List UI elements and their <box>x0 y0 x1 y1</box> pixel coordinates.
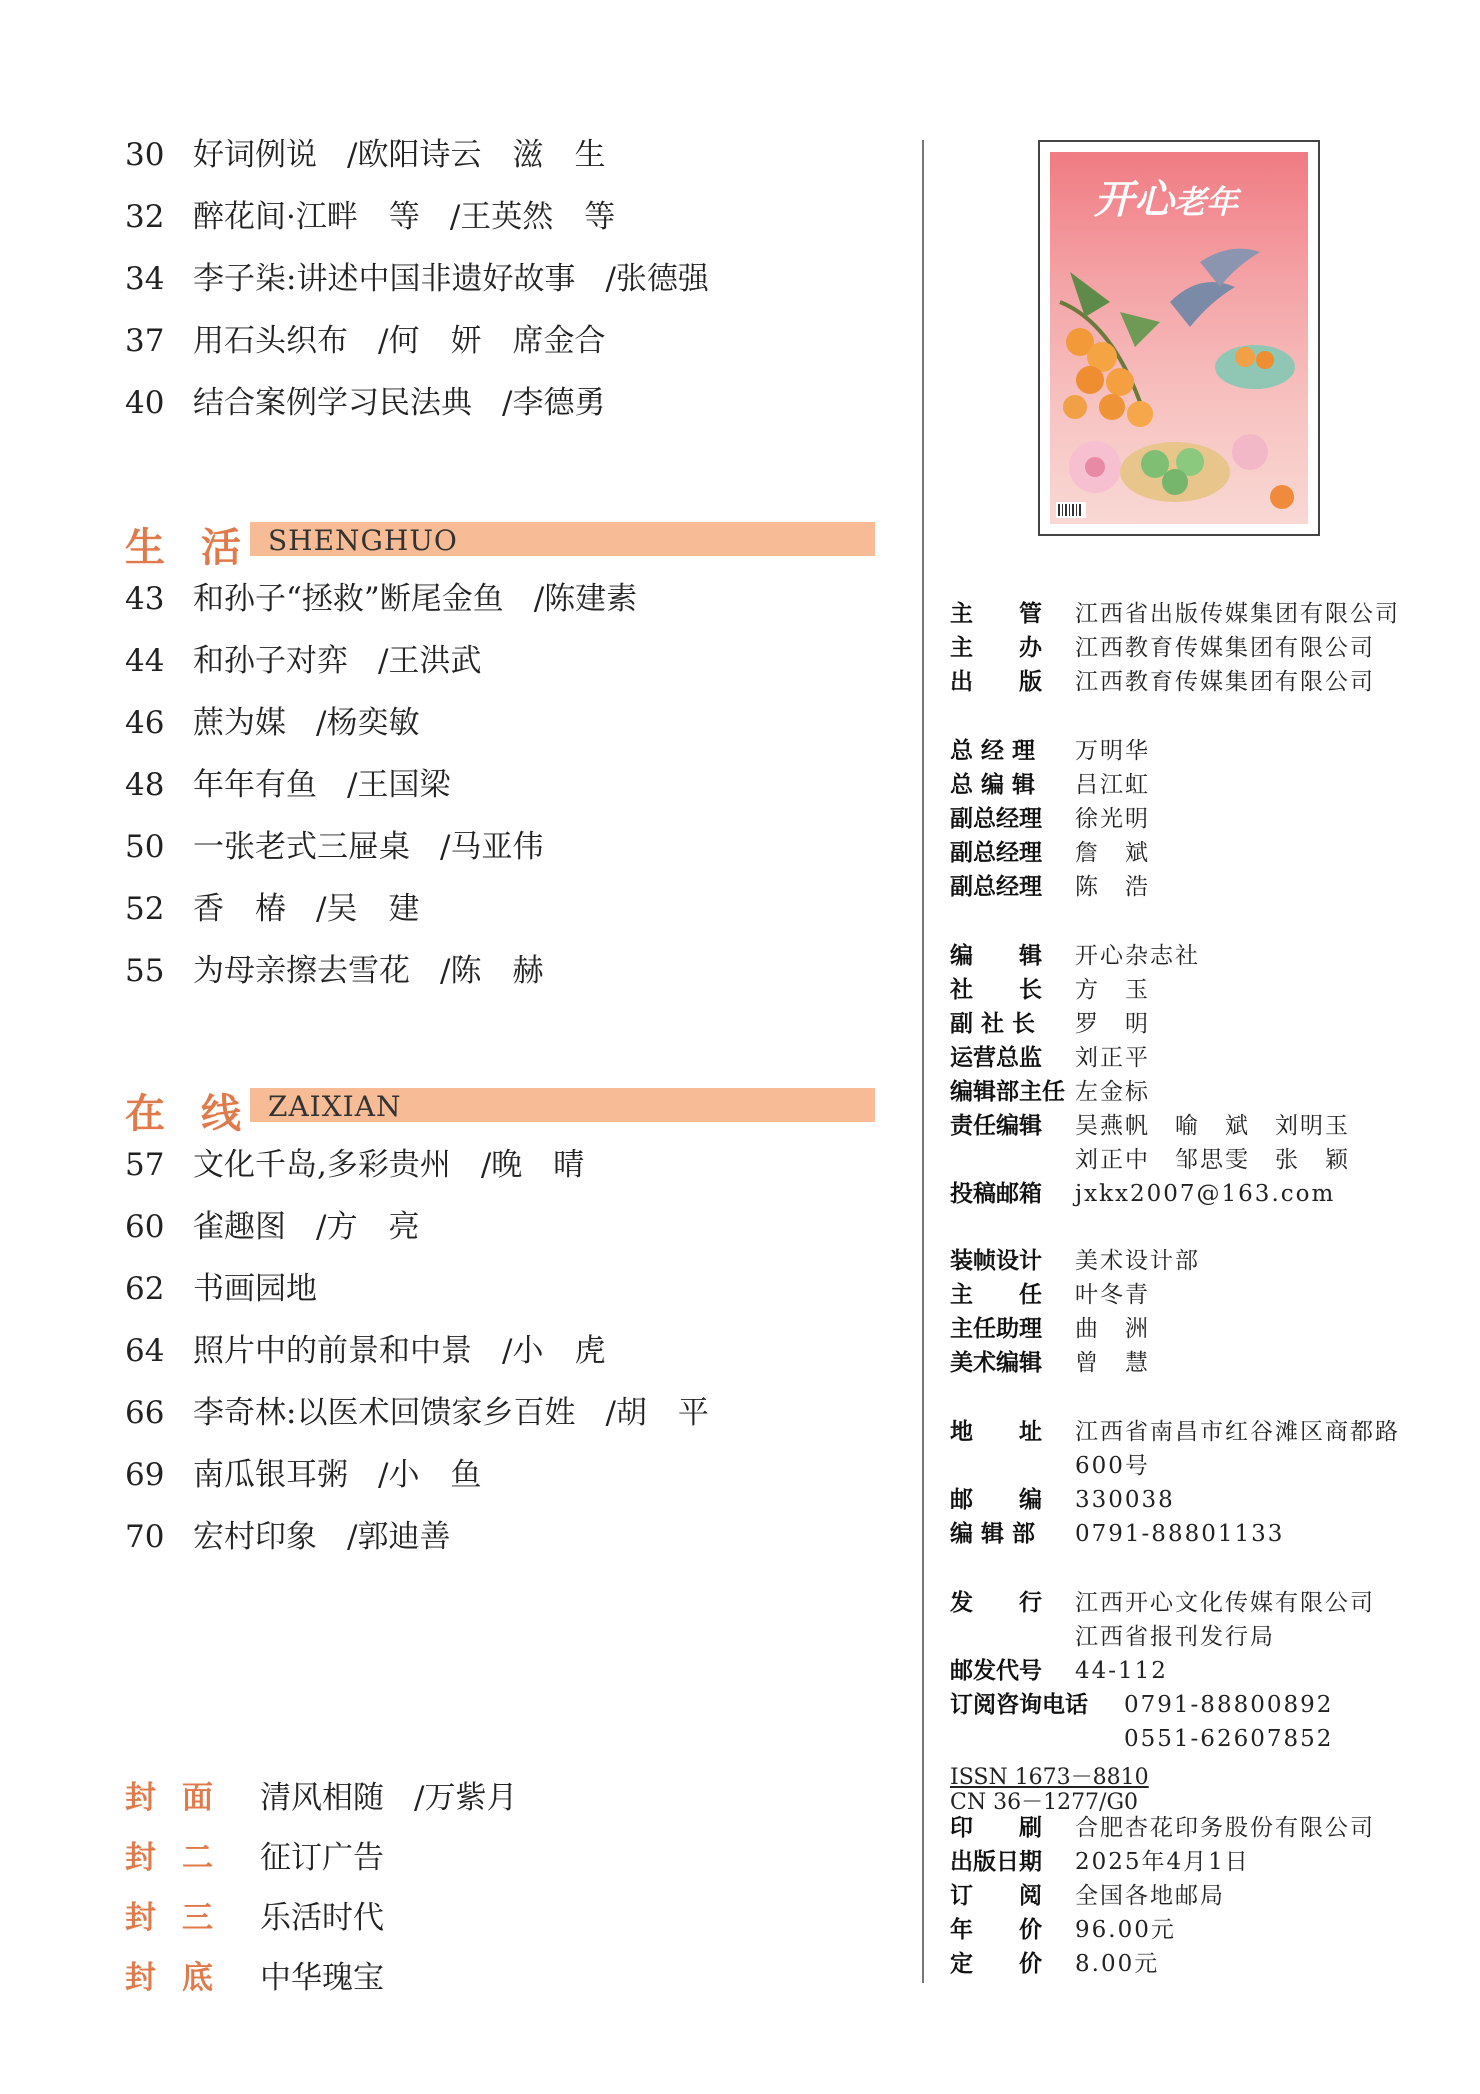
cover-title: 征订广告 <box>260 1840 384 1876</box>
page-number: 43 <box>125 581 165 617</box>
article-author: /何 妍 席金合 <box>378 323 606 359</box>
info-key: 美术编辑 <box>950 1350 1042 1376</box>
section-title-cn: 生活 <box>125 524 277 571</box>
article-title: 好词例说 <box>193 137 317 173</box>
info-row <box>950 740 1150 763</box>
page-number: 34 <box>125 261 165 297</box>
article-title: 李奇林:以医术回馈家乡百姓 <box>193 1395 576 1431</box>
cover-item[interactable] <box>125 1772 517 1817</box>
info-value: 刘正平 <box>1075 1045 1150 1071</box>
info-value: 詹 斌 <box>1075 840 1150 866</box>
article-title: 结合案例学习民法典 <box>193 385 472 421</box>
toc-item[interactable] <box>125 829 544 865</box>
article-author: /方 亮 <box>316 1209 420 1245</box>
article-title: 香 椿 <box>193 891 286 927</box>
cover-author: /万紫月 <box>414 1780 518 1816</box>
info-value: 曾 慧 <box>1075 1350 1150 1376</box>
article-author: /张德强 <box>605 261 709 297</box>
info-key: 副总经理 <box>950 840 1042 866</box>
info-key: 总 经 理 <box>950 738 1036 764</box>
page-number: 44 <box>125 643 165 679</box>
page-number: 69 <box>125 1457 165 1493</box>
article-title: 和孙子“拯救”断尾金鱼 <box>193 581 504 617</box>
article-title: 用石头织布 <box>193 323 348 359</box>
section-title-en: ZAIXIAN <box>268 1090 402 1123</box>
info-row <box>950 945 1200 968</box>
info-value: 吕江虹 <box>1075 772 1150 798</box>
cover-title: 清风相随 <box>260 1780 384 1816</box>
article-title: 南瓜银耳粥 <box>193 1457 348 1493</box>
page-number: 57 <box>125 1147 165 1183</box>
info-key: 订阅咨询电话 <box>950 1692 1088 1718</box>
info-row <box>950 1352 1150 1375</box>
info-row <box>950 1047 1150 1070</box>
info-row <box>950 774 1150 797</box>
page-number: 32 <box>125 199 165 235</box>
info-row <box>950 1081 1150 1104</box>
article-author: /王国梁 <box>347 767 451 803</box>
article-author: /王洪武 <box>378 643 482 679</box>
info-value: 万明华 <box>1075 738 1150 764</box>
toc-item[interactable] <box>125 261 709 297</box>
info-value: 方 玉 <box>1075 977 1150 1003</box>
info-row <box>950 1817 1375 1840</box>
info-key: 装帧设计 <box>950 1248 1042 1274</box>
info-row <box>950 979 1150 1002</box>
info-row <box>950 1421 1400 1444</box>
info-value: 96.00元 <box>1075 1917 1176 1943</box>
info-key: 投稿邮箱 <box>950 1181 1042 1207</box>
magazine-name: 开心 <box>1094 177 1174 223</box>
info-row <box>950 671 1375 694</box>
cover-item[interactable] <box>125 1892 384 1937</box>
page-number: 60 <box>125 1209 165 1245</box>
info-row <box>950 842 1150 865</box>
info-row <box>950 1489 1175 1512</box>
info-value: 合肥杏花印务股份有限公司 <box>1075 1815 1375 1841</box>
info-row <box>950 1851 1250 1874</box>
article-title: 为母亲擦去雪花 <box>193 953 410 989</box>
info-value: 江西省南昌市红谷滩区商都路 <box>1075 1419 1400 1445</box>
toc-item[interactable] <box>125 767 451 803</box>
info-value: 0791-88801133 <box>1075 1521 1285 1547</box>
info-key: 出版日期 <box>950 1849 1042 1875</box>
magazine-sub: 老年 <box>1174 183 1239 221</box>
cover-artwork <box>1050 152 1308 524</box>
info-value: 刘正中 邹思雯 张 颖 <box>1075 1147 1350 1173</box>
article-author: /小 虎 <box>502 1333 606 1369</box>
info-value: 全国各地邮局 <box>1075 1883 1225 1909</box>
info-key: 发 行 <box>950 1590 1042 1616</box>
info-value: 44-112 <box>1075 1658 1168 1684</box>
article-author: /陈建素 <box>533 581 638 617</box>
section-title-en: SHENGHUO <box>268 524 458 557</box>
toc-item[interactable] <box>125 953 544 989</box>
email-value[interactable]: jxkx2007@163.com <box>1075 1181 1336 1207</box>
section-title-cn: 在线 <box>125 1090 277 1137</box>
article-title: 宏村印象 <box>193 1519 317 1555</box>
info-key: 邮发代号 <box>950 1658 1042 1684</box>
info-value: 吴燕帆 喻 斌 刘明玉 <box>1075 1113 1350 1139</box>
info-row <box>950 1115 1350 1138</box>
info-key: 出 版 <box>950 669 1042 695</box>
info-key: 编 辑 部 <box>950 1521 1036 1547</box>
info-key: 主任助理 <box>950 1316 1042 1342</box>
page-number: 66 <box>125 1395 165 1431</box>
info-key: 定 价 <box>950 1951 1042 1977</box>
page-number: 62 <box>125 1271 165 1307</box>
info-key: 运营总监 <box>950 1045 1042 1071</box>
info-value: 0551-62607852 <box>1124 1726 1334 1752</box>
info-value: 陈 浩 <box>1075 874 1150 900</box>
info-key: 地 址 <box>950 1419 1042 1445</box>
info-key: 副总经理 <box>950 874 1042 900</box>
info-row <box>950 1318 1150 1341</box>
info-value: 330038 <box>1075 1487 1175 1513</box>
article-author: /陈 赫 <box>440 953 544 989</box>
info-key: 责任编辑 <box>950 1113 1042 1139</box>
cover-item[interactable] <box>125 1832 384 1877</box>
info-row <box>950 1284 1150 1307</box>
info-row <box>950 603 1400 626</box>
cover-title: 乐活时代 <box>260 1900 384 1936</box>
page-number: 52 <box>125 891 165 927</box>
info-row <box>950 1250 1200 1273</box>
article-title: 醉花间·江畔 等 <box>193 199 420 235</box>
info-value: 江西开心文化传媒有限公司 <box>1075 1590 1375 1616</box>
info-key: 总 编 辑 <box>950 772 1036 798</box>
article-title: 李子柒:讲述中国非遗好故事 <box>193 261 576 297</box>
article-author: /李德勇 <box>502 385 606 421</box>
info-value: 江西教育传媒集团有限公司 <box>1075 635 1375 661</box>
article-title: 照片中的前景和中景 <box>193 1333 472 1369</box>
info-key: 社 长 <box>950 977 1042 1003</box>
info-key: 编辑部主任 <box>950 1079 1065 1105</box>
article-author: /杨奕敏 <box>316 705 420 741</box>
info-row <box>950 1592 1375 1615</box>
info-value: 2025年4月1日 <box>1075 1849 1250 1875</box>
cover-label: 封底 <box>125 1960 239 1996</box>
info-row <box>950 1183 1335 1206</box>
article-author: /晚 晴 <box>480 1147 585 1183</box>
page-number: 40 <box>125 385 165 421</box>
toc-item[interactable] <box>125 1395 709 1431</box>
article-title: 雀趣图 <box>193 1209 286 1245</box>
issn-number: ISSN 1673－8810 <box>950 1765 1149 1790</box>
info-value: 曲 洲 <box>1075 1316 1150 1342</box>
info-value: 罗 明 <box>1075 1011 1150 1037</box>
toc-item[interactable] <box>125 1147 585 1183</box>
article-title: 文化千岛,多彩贵州 <box>193 1147 451 1183</box>
info-row <box>950 1626 1275 1649</box>
info-row <box>950 1455 1150 1478</box>
page-number: 46 <box>125 705 165 741</box>
page-number: 70 <box>125 1519 165 1555</box>
info-key: 年 价 <box>950 1917 1042 1943</box>
page-number: 48 <box>125 767 165 803</box>
article-title: 年年有鱼 <box>193 767 317 803</box>
toc-item[interactable] <box>125 385 606 421</box>
toc-item[interactable] <box>125 705 420 741</box>
article-author: /王英然 等 <box>449 199 616 235</box>
info-value: 叶冬青 <box>1075 1282 1150 1308</box>
magazine-cover-image[interactable] <box>1038 140 1320 536</box>
info-row <box>950 1149 1350 1172</box>
article-author: /欧阳诗云 滋 生 <box>347 137 606 173</box>
toc-item[interactable] <box>125 581 638 617</box>
page-number: 64 <box>125 1333 165 1369</box>
info-row <box>950 1885 1225 1908</box>
article-title: 一张老式三屉桌 <box>193 829 410 865</box>
article-title: 和孙子对弈 <box>193 643 348 679</box>
info-value: 徐光明 <box>1075 806 1150 832</box>
info-row <box>950 1728 1333 1751</box>
toc-item[interactable] <box>125 323 606 359</box>
info-key: 主 办 <box>950 635 1042 661</box>
info-row <box>950 1694 1333 1717</box>
column-divider <box>922 140 924 1983</box>
info-row <box>950 876 1150 899</box>
info-key: 编 辑 <box>950 943 1042 969</box>
info-row <box>950 1660 1168 1683</box>
cover-illustration <box>1050 152 1308 524</box>
info-value: 江西省报刊发行局 <box>1075 1624 1275 1650</box>
article-author: /吴 建 <box>316 891 420 927</box>
page-number: 50 <box>125 829 165 865</box>
article-author: /胡 平 <box>605 1395 709 1431</box>
info-row <box>950 1919 1176 1942</box>
info-key: 副总经理 <box>950 806 1042 832</box>
page-number: 55 <box>125 953 165 989</box>
info-row <box>950 1013 1150 1036</box>
toc-item[interactable] <box>125 1333 606 1369</box>
info-value: 0791-88800892 <box>1124 1692 1334 1718</box>
info-row <box>950 1523 1284 1546</box>
toc-item[interactable] <box>125 1519 451 1555</box>
toc-item[interactable] <box>125 1271 347 1307</box>
info-row <box>950 637 1375 660</box>
toc-item[interactable] <box>125 1457 482 1493</box>
toc-item[interactable] <box>125 891 420 927</box>
info-key: 副 社 长 <box>950 1011 1036 1037</box>
info-value: 江西省出版传媒集团有限公司 <box>1075 601 1400 627</box>
cover-label: 封三 <box>125 1900 239 1936</box>
toc-item[interactable] <box>125 137 606 173</box>
info-row <box>950 808 1150 831</box>
toc-item[interactable] <box>125 1209 420 1245</box>
toc-item[interactable] <box>125 199 616 235</box>
info-value: 8.00元 <box>1075 1951 1160 1977</box>
cover-title: 中华瑰宝 <box>260 1960 384 1996</box>
info-value: 左金标 <box>1075 1079 1150 1105</box>
article-author: /郭迪善 <box>347 1519 451 1555</box>
info-value: 江西教育传媒集团有限公司 <box>1075 669 1375 695</box>
info-value: 开心杂志社 <box>1075 943 1200 969</box>
info-row <box>950 1953 1159 1976</box>
page-number: 37 <box>125 323 165 359</box>
info-key: 主 管 <box>950 601 1042 627</box>
cover-label: 封二 <box>125 1840 239 1876</box>
article-author: /马亚伟 <box>440 829 544 865</box>
cover-label: 封面 <box>125 1780 239 1816</box>
info-key: 印 刷 <box>950 1815 1042 1841</box>
info-value: 600号 <box>1075 1453 1150 1479</box>
info-value: 美术设计部 <box>1075 1248 1200 1274</box>
info-key: 订 阅 <box>950 1883 1042 1909</box>
article-author: /小 鱼 <box>378 1457 482 1493</box>
cn-number: CN 36－1277/G0 <box>950 1790 1139 1815</box>
article-title: 蔗为媒 <box>193 705 286 741</box>
info-key: 主 任 <box>950 1282 1042 1308</box>
toc-item[interactable] <box>125 643 482 679</box>
article-title: 书画园地 <box>193 1271 317 1307</box>
info-key: 邮 编 <box>950 1487 1042 1513</box>
cover-item[interactable] <box>125 1952 384 1997</box>
page-number: 30 <box>125 137 165 173</box>
